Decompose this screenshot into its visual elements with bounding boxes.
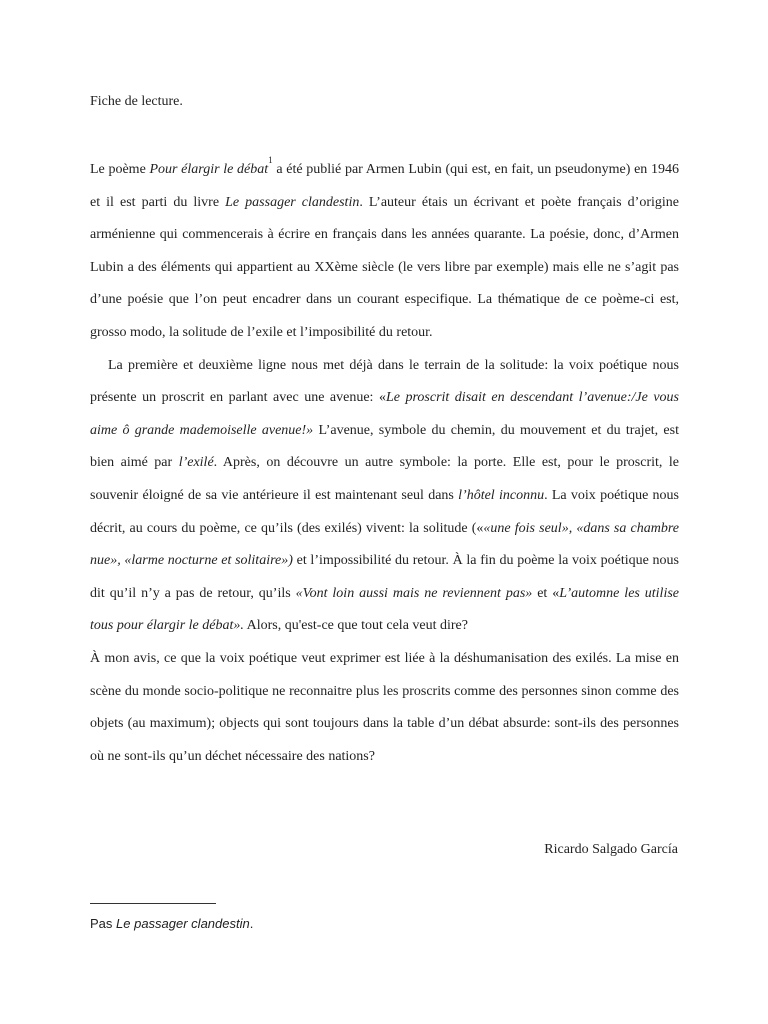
footnote-marker: 1 [268,155,273,165]
footnote-book-title: Le passager clandestin [116,916,250,931]
p1-text-b: a été publié par Armen Lubin (qui est, en fait, un pseudonyme) en 1946 et il est parti du livre [90,162,679,210]
p2-text-a: La première et deuxième ligne nous met déjà dans le terrain de la solitude: la voix poétique nous présente un proscrit en parlant avec une avenue: « [90,357,679,406]
quote-4: L’automne les utilise tous pour élargir le débat». [90,585,679,634]
paragraph-2 [90,350,679,643]
p2-text-f: et « [532,585,560,601]
footnote-divider [90,903,216,904]
hotel-term: l’hôtel inconnu [458,487,545,503]
p2-text-g: Alors, qu'est-ce que tout cela veut dire? [243,618,468,634]
footnote [90,914,253,934]
quote-2: «une fois seul», «dans sa chambre nue», «larme nocturne et solitaire») [90,520,679,569]
exile-term: l’exilé [178,455,214,471]
quote-1: Le proscrit disait en descendant l’avenue:/Je vous aime ô grande mademoiselle avenue!» [90,390,679,438]
p2-text-c: . Après, on découvre un autre symbole: la porte. Elle est, pour le proscrit, le souvenir éloigné de sa vie antérieure il est maintenant seul dans [90,455,679,503]
p2-text-e: et l’impossibilité du retour. À la fin du poème la voix poétique nous dit qu’il n’y a pas de retour, qu’ils [90,553,679,601]
quote-3: «Vont loin aussi mais ne reviennent pas» [295,585,533,601]
paragraph-3: À mon avis, ce que la voix poétique veut exprimer est liée à la déshumanisation des exilés. La mise en scène du monde socio-politique ne reconnaitre plus les proscrits comme des personnes sinon comme des objets (au maximum); objects qui sont toujours dans la table d’un débat absurde: sont-ils des personnes où ne sont-ils qu’un déchet nécessaire des nations? [90,650,679,764]
book-title: Le passager clandestin [225,194,360,210]
footnote-prefix: Pas [90,916,117,931]
p2-text-b: L’avenue, symbole du chemin, du mouvement et du trajet, est bien aimé par [90,422,679,471]
document-heading: Fiche de lecture. [90,94,183,109]
footnote-suffix: . [249,916,254,931]
author-signature: Ricardo Salgado García [544,842,678,857]
p1-text-c: . L’auteur étais un écrivant et poète français d’origine arménienne qui commencerais à écrire en français dans les années quarante. La poésie, donc, d’Armen Lubin a des éléments qui appartient au XXème siècle (le vers libre par exemple) mais elle ne s’agit pas d’une poésie que l’on peut encadrer dans un courant especifique. La thématique de ce poème-ci est, grosso modo, la solitude de l’exile et l’imposibilité du retour. [90,194,680,340]
paragraph-1 [90,154,679,350]
document-body [90,154,679,773]
poem-title: Pour élargir le débat [149,162,269,177]
p1-text-a: Le poème [90,162,150,177]
p2-text-d: . La voix poétique nous décrit, au cours du poème, ce qu’ils (des exilés) vivent: la solitude (« [90,487,680,536]
